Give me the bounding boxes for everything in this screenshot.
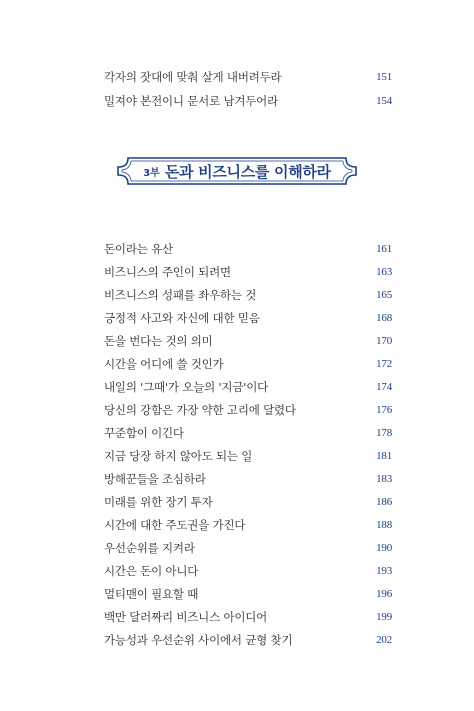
part-number-label: 3부 [143, 167, 160, 179]
toc-entry-page: 199 [376, 610, 392, 623]
toc-entry-page: 188 [376, 518, 392, 531]
toc-entry-page: 186 [376, 495, 392, 508]
toc-entry-title: 우선순위를 지켜라 [104, 540, 195, 555]
toc-entry [104, 283, 392, 306]
toc-entry [104, 559, 392, 582]
toc-entry-page: 163 [376, 265, 392, 278]
toc-entry-title: 시간에 대한 주도권을 가진다 [104, 517, 246, 532]
toc-entry-title: 밀져야 본전이니 문서로 남겨두어라 [104, 94, 278, 108]
toc-entry [104, 237, 392, 260]
toc-entry-page: 193 [376, 564, 392, 577]
toc-entry-page: 178 [376, 426, 392, 439]
toc-entry-title: 시간은 돈이 아니다 [104, 563, 199, 578]
toc-entry-page: 176 [376, 403, 392, 416]
toc-entry-title: 내일의 '그때'가 오늘의 '지금'이다 [104, 379, 269, 394]
toc-entry-page: 154 [376, 95, 392, 107]
toc-entry-title: 가능성과 우선순위 사이에서 균형 찾기 [104, 632, 293, 647]
toc-entry [104, 398, 392, 421]
toc-entry [104, 490, 392, 513]
part-heading-banner [114, 154, 360, 188]
toc-entry [104, 628, 392, 651]
toc-entry-page: 151 [376, 71, 392, 83]
toc-entry-page: 170 [376, 334, 392, 347]
toc-entry-page: 190 [376, 541, 392, 554]
toc-entry-page: 196 [376, 587, 392, 600]
toc-continued-list [104, 65, 392, 113]
toc-entry-title: 멀티맨이 필요할 때 [104, 586, 199, 601]
toc-entry [104, 605, 392, 628]
toc-entry-page: 181 [376, 449, 392, 462]
toc-entry-title: 당신의 강함은 가장 약한 고리에 달렸다 [104, 402, 296, 417]
toc-entry [104, 444, 392, 467]
toc-entry-page: 168 [376, 311, 392, 324]
toc-entry [104, 467, 392, 490]
toc-entry-page: 183 [376, 472, 392, 485]
toc-chapter-list [104, 237, 392, 651]
toc-entry-title: 백만 달러짜리 비즈니스 아이디어 [104, 609, 268, 624]
toc-entry [104, 536, 392, 559]
toc-entry [104, 89, 392, 113]
part-heading [114, 154, 360, 188]
toc-entry-title: 긍정적 사고와 자신에 대한 믿음 [104, 310, 260, 325]
toc-entry [104, 582, 392, 605]
part-title: 돈과 비즈니스를 이해하라 [164, 162, 331, 181]
toc-entry [104, 65, 392, 89]
toc-entry [104, 306, 392, 329]
toc-entry-title: 돈이라는 유산 [104, 241, 173, 256]
toc-entry [104, 421, 392, 444]
toc-entry-title: 방해꾼들을 조심하라 [104, 471, 206, 486]
toc-entry-title: 비즈니스의 성패를 좌우하는 것 [104, 287, 257, 302]
toc-entry-page: 174 [376, 380, 392, 393]
toc-entry-page: 202 [376, 633, 392, 646]
toc-entry-title: 시간을 어디에 쓸 것인가 [104, 356, 224, 371]
toc-entry-title: 미래를 위한 장기 투자 [104, 494, 213, 509]
toc-entry-page: 161 [376, 242, 392, 255]
toc-entry [104, 260, 392, 283]
toc-entry [104, 513, 392, 536]
toc-entry-page: 165 [376, 288, 392, 301]
toc-entry-title: 돈을 번다는 것의 의미 [104, 333, 213, 348]
toc-entry-title: 각자의 잣대에 맞춰 살게 내버려두라 [104, 70, 282, 84]
toc-entry-page: 172 [376, 357, 392, 370]
toc-entry [104, 352, 392, 375]
toc-entry-title: 지금 당장 하지 않아도 되는 일 [104, 448, 253, 463]
toc-entry [104, 375, 392, 398]
toc-entry [104, 329, 392, 352]
toc-entry-title: 비즈니스의 주인이 되려면 [104, 264, 231, 279]
toc-entry-title: 꾸준함이 이긴다 [104, 425, 184, 440]
